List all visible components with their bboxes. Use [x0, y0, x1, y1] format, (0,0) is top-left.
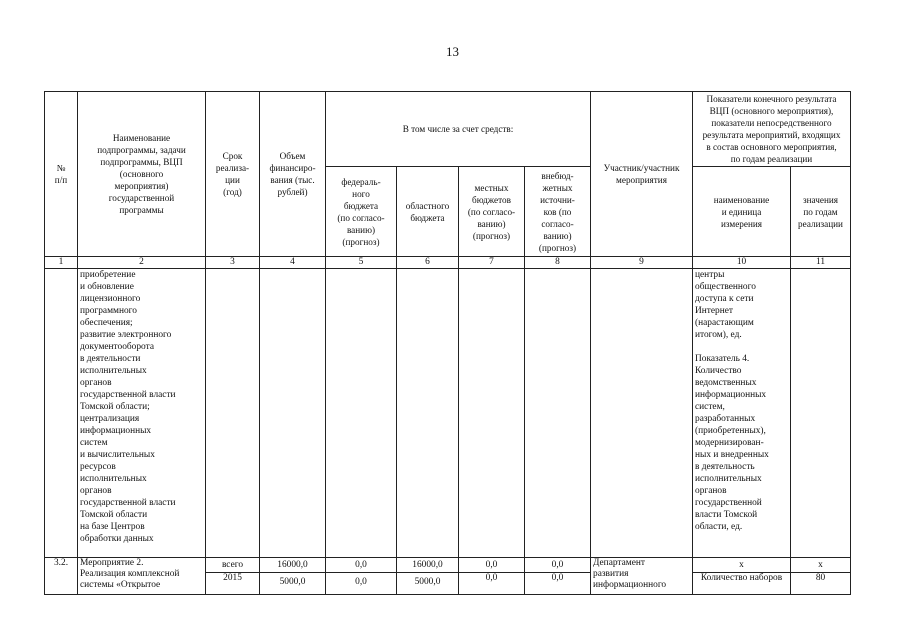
row-number: 3.2.: [45, 558, 78, 595]
column-number: 9: [591, 257, 693, 269]
column-number: 11: [791, 257, 851, 269]
row-indicator-name: Количество наборов: [693, 573, 791, 595]
row-extrabudget: 0,0: [525, 573, 591, 595]
continuation-empty-cell: [206, 269, 260, 558]
header-regional: областного бюджета: [397, 167, 459, 257]
row-term: всего: [206, 558, 260, 573]
row-federal: 0,0: [326, 558, 397, 573]
column-number: 2: [78, 257, 206, 269]
header-volume: Объем финансиро- вания (тыс. рублей): [260, 92, 326, 257]
header-term: Срок реализа- ции (год): [206, 92, 260, 257]
row-participant: Департамент развития информационного: [591, 558, 693, 595]
continuation-empty-cell: [459, 269, 525, 558]
column-number: 10: [693, 257, 791, 269]
row-term: 2015: [206, 573, 260, 595]
continuation-empty-cell: [591, 269, 693, 558]
program-table: [44, 91, 851, 595]
row-indicator-value: х: [791, 558, 851, 573]
column-number: 6: [397, 257, 459, 269]
column-number: 7: [459, 257, 525, 269]
column-number: 8: [525, 257, 591, 269]
header-num: № п/п: [45, 92, 78, 257]
row-volume: 16000,0: [260, 558, 326, 573]
row-indicator-value: 80: [791, 573, 851, 595]
row-local: 0,0: [459, 573, 525, 595]
continuation-empty-cell: [525, 269, 591, 558]
row-federal: 0,0: [326, 573, 397, 595]
column-number: 3: [206, 257, 260, 269]
header-indicator-name: наименование и единица измерения: [693, 167, 791, 257]
header-federal: федераль- ного бюджета (по согласо- ванию) (прогноз): [326, 167, 397, 257]
row-regional: 16000,0: [397, 558, 459, 573]
page-number: 13: [446, 44, 459, 59]
row-indicator-name: х: [693, 558, 791, 573]
column-number: 4: [260, 257, 326, 269]
row-name: Мероприятие 2. Реализация комплексной системы «Открытое: [78, 558, 206, 595]
header-indicators: Показатели конечного результата ВЦП (основного мероприятия), показатели непосредственного результата мероприятий, входящих в состав основного мероприятия, по годам реализации: [693, 92, 851, 167]
row-regional: 5000,0: [397, 573, 459, 595]
row-volume: 5000,0: [260, 573, 326, 595]
continuation-indicators: центры общественного доступа к сети Интернет (нарастающим итогом), ед. Показатель 4. Количество ведомственных информационных систем, разработанных (приобретенных), модернизирован- ных и внедренных в деятельность исполнительных органов государственной власти Томской области, ед.: [693, 269, 791, 558]
continuation-empty-cell: [45, 269, 78, 558]
column-number: 5: [326, 257, 397, 269]
header-participant: Участник/участник мероприятия: [591, 92, 693, 257]
row-extrabudget: 0,0: [525, 558, 591, 573]
continuation-empty-cell: [397, 269, 459, 558]
continuation-empty-cell: [326, 269, 397, 558]
continuation-empty-cell: [791, 269, 851, 558]
column-number: 1: [45, 257, 78, 269]
continuation-description: приобретение и обновление лицензионного программного обеспечения; развитие электронного документооборота в деятельности исполнительных органов государственной власти Томской области; централизация информационных систем и вычислительных ресурсов исполнительных органов государственной власти Томской области на базе Центров обработки данных: [78, 269, 206, 558]
header-extrabudget: внебюд- жетных источни- ков (по согласо- ванию) (прогноз): [525, 167, 591, 257]
continuation-empty-cell: [260, 269, 326, 558]
header-indicator-values: значения по годам реализации: [791, 167, 851, 257]
header-name: Наименование подпрограммы, задачи подпрограммы, ВЦП (основного мероприятия) государственной программы: [78, 92, 206, 257]
header-local: местных бюджетов (по согласо- ванию) (прогноз): [459, 167, 525, 257]
header-including: В том числе за счет средств:: [326, 92, 591, 167]
row-local: 0,0: [459, 558, 525, 573]
